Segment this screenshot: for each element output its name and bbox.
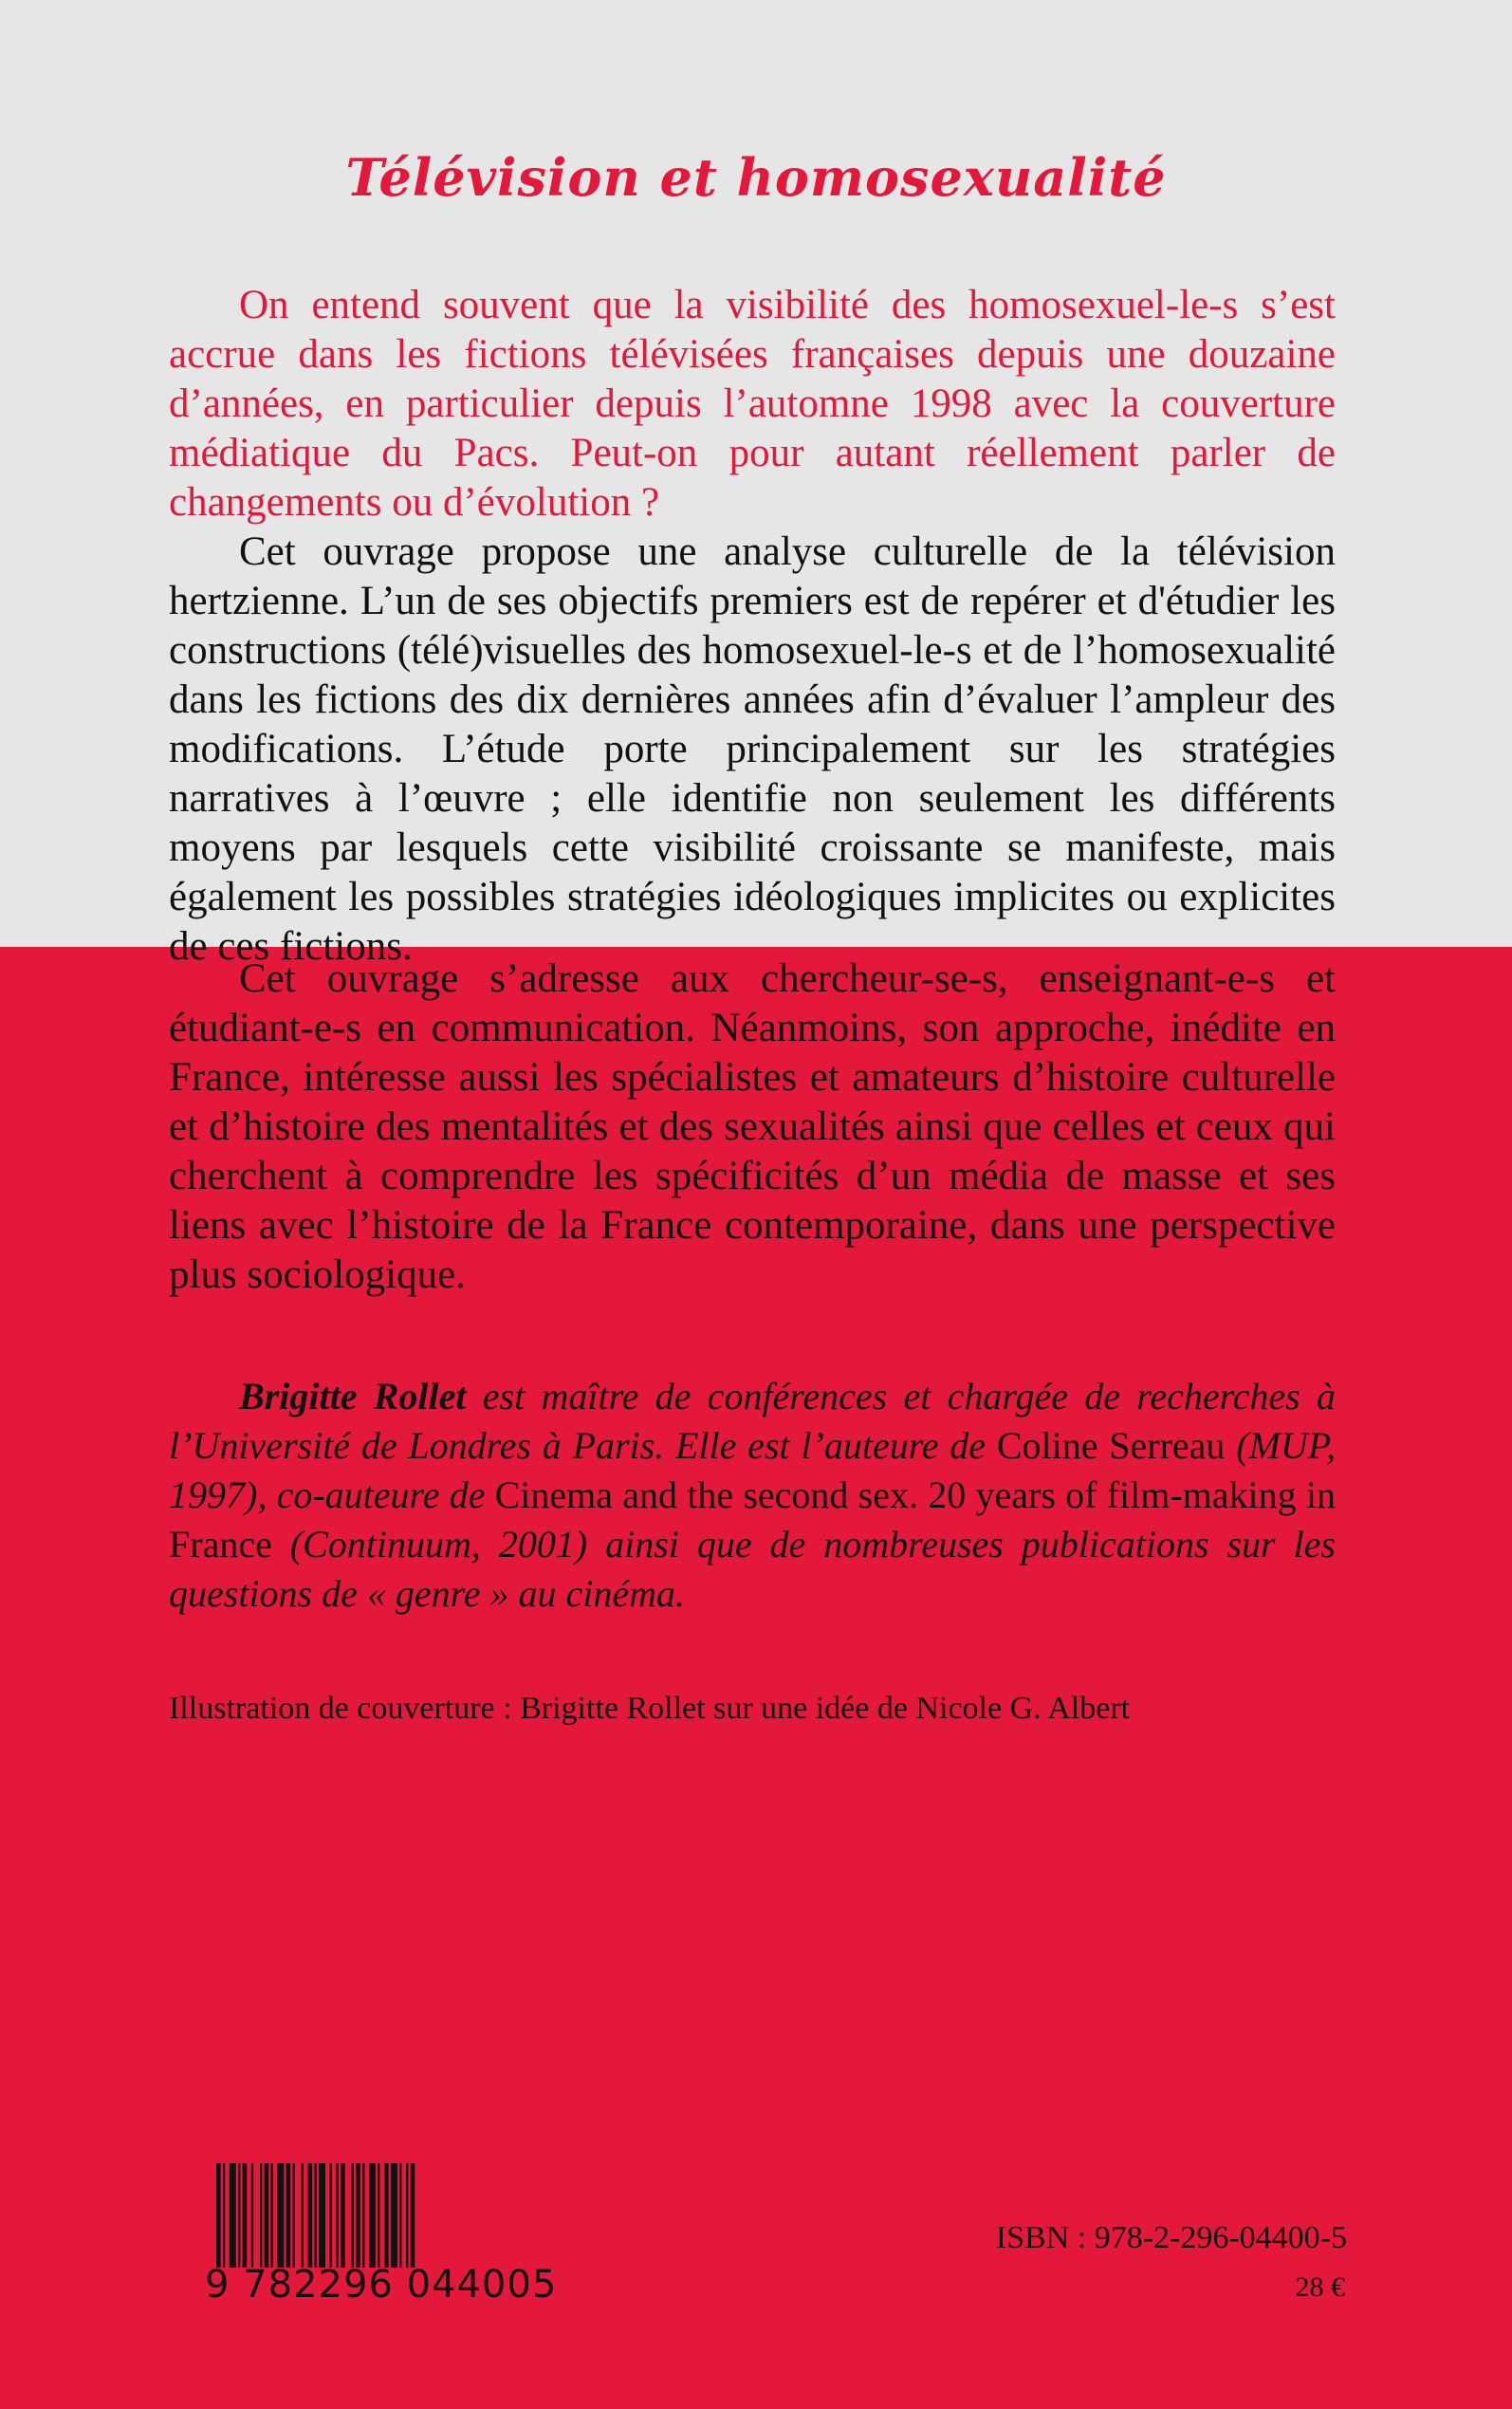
- summary-text-2: Cet ouvrage propose une analyse culturelle de la télévision hertzienne. L’un de ses objectifs premiers est de repérer et d'étudier les constructions (télé)visuelles des homosexuel-le-s et de l’homosexualité dans les fictions des dix dernières années afin d’évaluer l’ampleur des modifications. L’étude porte principalement sur les stratégies narratives à l’œuvre ; elle identifie non seulement les différents moyens par lesquels cette visibilité croissante se manifeste, mais également les possibles stratégies idéologiques implicites ou explicites de ces fictions.: [169, 529, 1336, 969]
- isbn: ISBN : 978-2-296-04400-5: [995, 2220, 1347, 2255]
- bio-segment-2: (MUP, 1997), co-auteure de: [169, 1424, 1337, 1516]
- summary-paragraph-1: [169, 281, 1336, 528]
- bio-segment-3: (Continuum, 2001) ainsi que de nombreuses publications sur les questions de « genre » au cinéma.: [169, 1523, 1336, 1615]
- author-name: Brigitte Rollet: [239, 1375, 467, 1418]
- bio-segment-1: est maître de conférences et chargée de recherches à l’Université de Londres à Paris. Elle est l’auteure de: [169, 1375, 1336, 1467]
- bio-work-2: Cinema and the second sex. 20 years of film-making in France: [169, 1473, 1337, 1566]
- bio-work-1: Coline Serreau: [996, 1424, 1226, 1467]
- summary-paragraph-2: [169, 528, 1336, 972]
- barcode-digits: 9 782296 044005: [205, 2263, 558, 2307]
- illustration-credit: Illustration de couverture : Brigitte Rollet sur une idée de Nicole G. Albert: [169, 1691, 1131, 1726]
- summary-text-3: Cet ouvrage s’adresse aux chercheur-se-s, enseignant-e-s et étudiant-e-s en communication. Néanmoins, son approche, inédite en France, intéresse aussi les spécialistes et amateurs d’histoire culturelle et d’histoire des mentalités et des sexualités ainsi que celles et ceux qui cherchent à comprendre les spécificités d’un média de masse et ses liens avec l’histoire de la France contemporaine, dans une perspective plus sociologique.: [169, 956, 1336, 1297]
- book-title: Télévision et homosexualité: [345, 147, 1167, 208]
- barcode-bars: [211, 2163, 543, 2268]
- summary-text-1: On entend souvent que la visibilité des homosexuel-le-s s’est accrue dans les fictions télévisées françaises depuis une douzaine d’années, en particulier depuis l’automne 1998 avec la couverture médiatique du Pacs. Peut-on pour autant réellement parler de changements ou d’évolution ?: [169, 283, 1336, 525]
- summary-paragraph-3: [169, 954, 1336, 1300]
- author-bio: [169, 1372, 1336, 1619]
- price: 28 €: [1295, 2271, 1345, 2303]
